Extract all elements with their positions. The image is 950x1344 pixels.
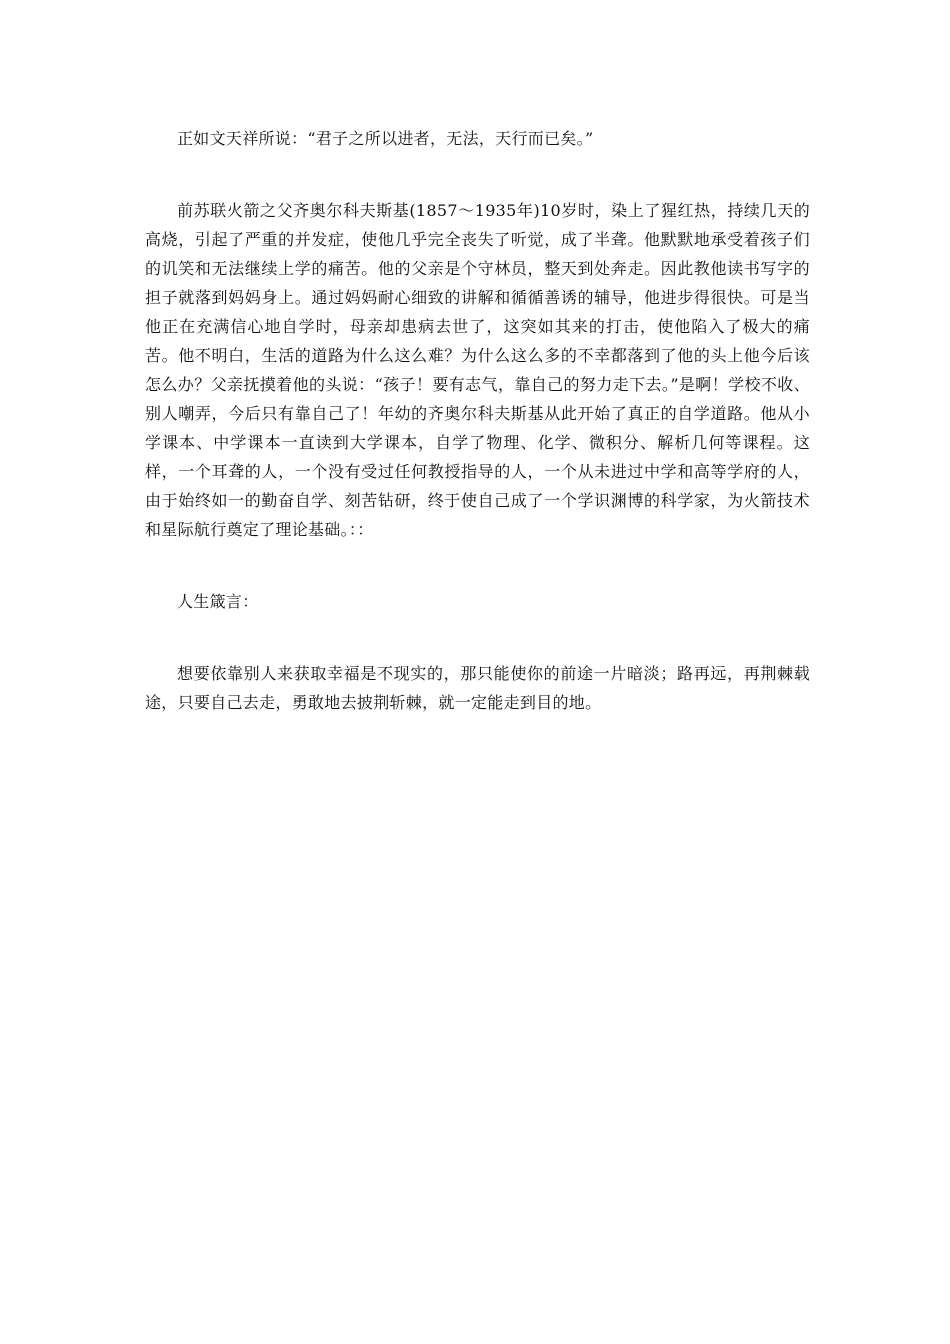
motto-heading: 人生箴言： (177, 592, 259, 611)
document-body (145, 124, 810, 717)
motto-paragraph: 想要依靠别人来获取幸福是不现实的，那只能使你的前途一片暗淡；路再远，再荆棘载途，只要自己去走，勇敢地去披荆斩棘，就一定能走到目的地。 (145, 664, 810, 712)
story-paragraph: 前苏联火箭之父齐奥尔科夫斯基(1857～1935年)10岁时，染上了猩红热，持续几天的高烧，引起了严重的并发症，使他几乎完全丧失了听觉，成了半聋。他默默地承受着孩子们的讥笑和无法继续上学的痛苦。他的父亲是个守林员，整天到处奔走。因此教他读书写字的担子就落到妈妈身上。通过妈妈耐心细致的讲解和循循善诱的辅导，他进步得很快。可是当他正在充满信心地自学时，母亲却患病去世了，这突如其来的打击，使他陷入了极大的痛苦。他不明白，生活的道路为什么这么难？为什么这么多的不幸都落到了他的头上他今后该怎么办？父亲抚摸着他的头说：“孩子！要有志气，靠自己的努力走下去。”是啊！学校不收、别人嘲弄，今后只有靠自己了！年幼的齐奥尔科夫斯基从此开始了真正的自学道路。他从小学课本、中学课本一直读到大学课本，自学了物理、化学、微积分、解析几何等课程。这样，一个耳聋的人，一个没有受过任何教授指导的人，一个从未进过中学和高等学府的人，由于始终如一的勤奋自学、刻苦钻研，终于使自己成了一个学识渊博的科学家，为火箭技术和星际航行奠定了理论基础。：： (145, 201, 810, 539)
quote-paragraph: 正如文天祥所说：“君子之所以进者，无法，天行而已矣。” (177, 129, 594, 148)
